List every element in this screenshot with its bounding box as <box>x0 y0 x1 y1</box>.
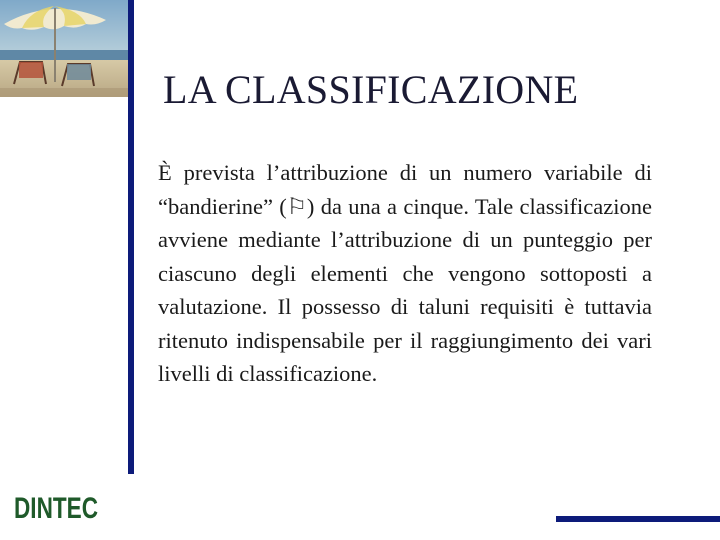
vertical-accent-bar <box>128 0 134 474</box>
slide-body-text: È prevista l’attribuzione di un numero variabile di “bandierine” (⚐) da una a cinque. Tale classificazione avviene mediante l’attribuzione di un punteggio per ciascuno degli elementi che vengono sottoposti a valutazione. Il possesso di taluni requisiti è tuttavia ritenuto indispensabile per il raggiungimento dei vari livelli di classificazione. <box>158 160 652 386</box>
svg-text:DINTEC: DINTEC <box>14 492 98 525</box>
bottom-accent-bar <box>556 516 720 522</box>
slide-title: LA CLASSIFICAZIONE <box>163 67 579 112</box>
dintec-logo <box>14 489 98 523</box>
beach-photo <box>0 0 128 97</box>
